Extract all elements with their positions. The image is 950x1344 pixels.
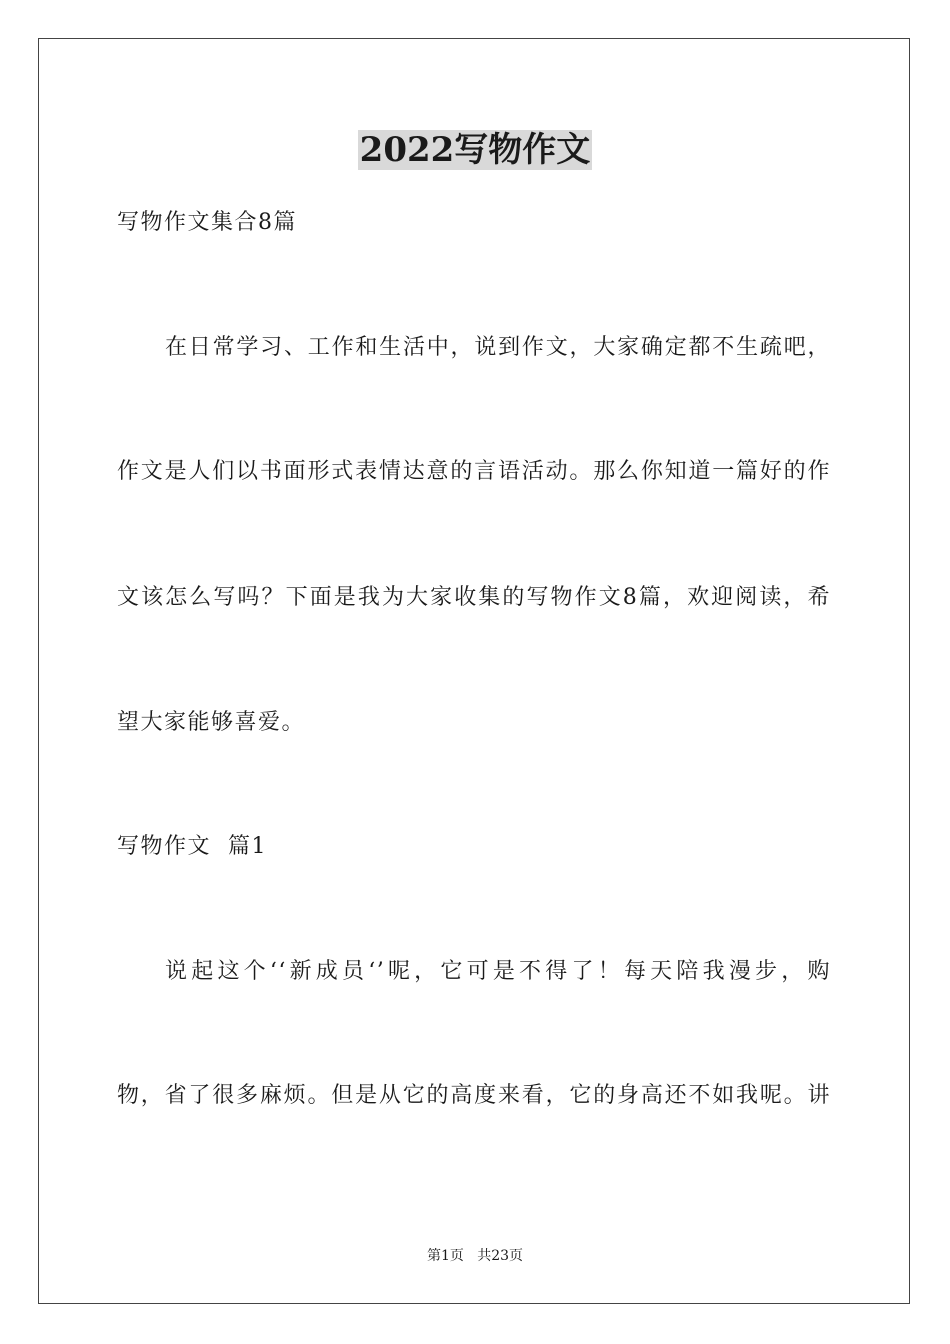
document-title [0,125,950,175]
body-line-1: 说起这个‘‘新成员‘’呢，它可是不得了！每天陪我漫步，购 [165,959,831,984]
section-heading: 写物作文 篇1 [117,834,267,859]
intro-line-3: 文该怎么写吗？下面是我为大家收集的写物作文8篇，欢迎阅读，希 [117,585,831,610]
intro-line-1: 在日常学习、工作和生活中，说到作文，大家确定都不生疏吧， [165,335,831,360]
document-title-text: 2022写物作文 [359,130,591,170]
intro-line-2: 作文是人们以书面形式表情达意的言语活动。那么你知道一篇好的作 [117,459,831,484]
body-line-2: 物，省了很多麻烦。但是从它的高度来看，它的身高还不如我呢。讲 [117,1083,831,1108]
intro-line-4: 望大家能够喜爱。 [117,710,306,735]
document-subtitle: 写物作文集合8篇 [117,210,297,235]
page-footer: 第1页 共23页 [426,1248,524,1264]
